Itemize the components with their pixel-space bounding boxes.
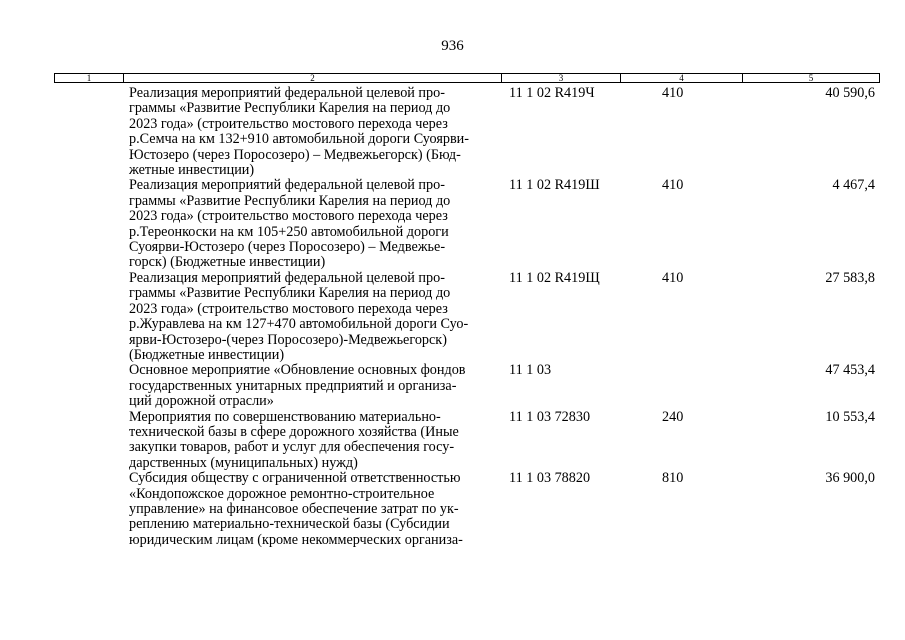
- row-type: 410: [662, 177, 684, 194]
- row-type: 240: [662, 408, 684, 425]
- row-code: 11 1 02 R419Ч: [509, 85, 595, 101]
- row-amount: 10 553,4: [825, 408, 875, 425]
- row-amount: 4 467,4: [832, 177, 875, 194]
- row-type: 410: [662, 85, 684, 101]
- row-code: 11 1 03 72830: [509, 408, 591, 425]
- row-code: 11 1 03: [509, 362, 552, 379]
- table-row: [54, 363, 880, 409]
- column-header-3: 3: [558, 73, 564, 83]
- row-code: 11 1 03 78820: [509, 470, 591, 487]
- column-header-1: 1: [86, 73, 92, 83]
- column-header-5: 5: [808, 73, 814, 83]
- table-row: [54, 410, 880, 472]
- column-header-2: 2: [310, 73, 315, 83]
- table-row: [54, 86, 880, 178]
- table-header: [54, 73, 880, 83]
- row-description: Реализация мероприятий федеральной целевой про- граммы «Развитие Республики Карелия на период до 2023 года» (строительство мостового перехода через р.Тереонкоски на км 105+250 автомобильной дороги Суоярви-Юстозеро (через Поросозеро) – Медвежье- горск) (Бюджетные инвестиции): [129, 177, 451, 271]
- column-header-4: 4: [679, 73, 684, 83]
- table-row: [54, 271, 880, 363]
- row-description: Реализация мероприятий федеральной целевой про- граммы «Развитие Республики Карелия на период до 2023 года» (строительство мостового перехода через р.Журавлева на км 127+470 автомобильной дороги Суо- ярви-Юстозеро-(через Поросозеро)-Медвежьегорск) (Бюджетные инвестиции): [129, 269, 469, 363]
- row-type: 410: [662, 269, 684, 286]
- row-code: 11 1 02 R419Ш: [509, 177, 600, 194]
- row-amount: 47 453,4: [825, 362, 875, 379]
- page-number: 936: [441, 38, 464, 54]
- row-description: Субсидия обществу с ограниченной ответственностью «Кондопожское дорожное ремонтно-строительное управление» на финансовое обеспечение затрат по ук- реплению материально-технической базы (Субсидии юридическим лицам (кроме некоммерческих организа-: [129, 470, 463, 548]
- row-amount: 27 583,8: [825, 269, 875, 286]
- row-description: Реализация мероприятий федеральной целевой про- граммы «Развитие Республики Карелия на период до 2023 года» (строительство мостового перехода через р.Семча на км 132+910 автомобильной дороги Суоярви- Юстозеро (через Поросозеро) – Медвежьегорск) (Бюд- жетные инвестиции): [129, 85, 469, 179]
- row-amount: 40 590,6: [825, 85, 875, 101]
- row-amount: 36 900,0: [825, 470, 875, 487]
- row-code: 11 1 02 R419Щ: [509, 269, 600, 286]
- row-type: 810: [662, 470, 684, 487]
- table-row: [54, 178, 880, 270]
- row-description: Основное мероприятие «Обновление основных фондов государственных унитарных предприятий и организа- ций дорожной отрасли»: [129, 362, 466, 410]
- table-row: [54, 471, 880, 548]
- row-description: Мероприятия по совершенствованию материально- технической базы в сфере дорожного хозяйства (Иные закупки товаров, работ и услуг для обеспечения госу- дарственных (муниципальных) нужд): [129, 408, 459, 471]
- table-body: [54, 86, 880, 548]
